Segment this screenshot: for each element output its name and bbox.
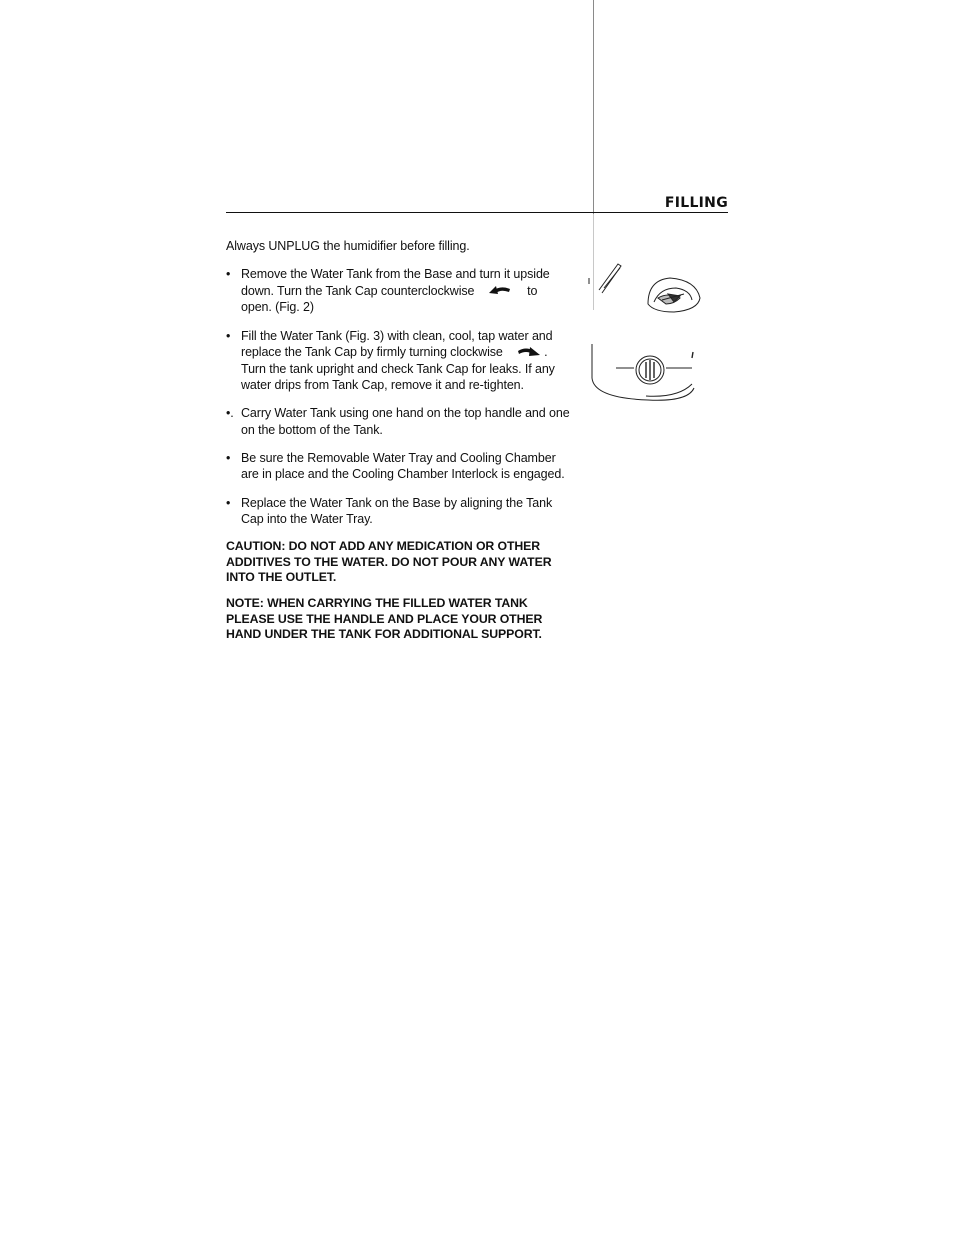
bullet-text: Be sure the Removable Water Tray and Cooling Chamber are in place and the Cooling Chamber Interlock is engaged. bbox=[241, 451, 565, 482]
list-item bbox=[226, 495, 571, 528]
counterclockwise-arrow-icon bbox=[488, 283, 512, 299]
instructions bbox=[226, 238, 571, 653]
bullet-text-before: Fill the Water Tank (Fig. 3) with clean, cool, tap water and replace the Tank Cap by firmly turning clockwise bbox=[241, 328, 553, 360]
bullet-mark: • bbox=[226, 328, 231, 343]
bullet-mark: • bbox=[226, 451, 231, 466]
list-item bbox=[226, 405, 571, 438]
list-item bbox=[226, 450, 571, 483]
bullet-mark: • bbox=[226, 267, 231, 282]
bullet-text: Replace the Water Tank on the Base by aligning the Tank Cap into the Water Tray. bbox=[241, 495, 553, 526]
bullet-text: Carry Water Tank using one hand on the top handle and one on the bottom of the Tank. bbox=[241, 406, 570, 437]
humidifier-tank-illustration-icon bbox=[588, 258, 708, 406]
intro-text: Always UNPLUG the humidifier before filling. bbox=[226, 239, 470, 253]
section-title: FILLING bbox=[664, 195, 728, 211]
caution-text: CAUTION: DO NOT ADD ANY MEDICATION OR OTHER ADDITIVES TO THE WATER. DO NOT POUR ANY WATER INTO THE OUTLET. bbox=[226, 539, 552, 585]
bullet-mark: •. bbox=[226, 406, 234, 421]
bullet-text-before: Remove the Water Tank from the Base and turn it upside down. Turn the Tank Cap counterclockwise bbox=[241, 267, 550, 298]
bullet-text-after: to open. (Fig. 2) bbox=[241, 283, 538, 315]
clockwise-arrow-icon bbox=[516, 345, 542, 361]
bullet-text-after: . Turn the tank upright and check Tank Cap for leaks. If any water drips from Tank Cap, remove it and re-tighten. bbox=[241, 345, 555, 393]
note-text: NOTE: WHEN CARRYING THE FILLED WATER TANK PLEASE USE THE HANDLE AND PLACE YOUR OTHER HAND UNDER THE TANK FOR ADDITIONAL SUPPORT. bbox=[226, 596, 543, 642]
bullet-mark: • bbox=[226, 495, 231, 510]
column-divider bbox=[593, 0, 594, 214]
list-item bbox=[226, 266, 571, 315]
header-rule bbox=[226, 212, 728, 213]
list-item bbox=[226, 328, 571, 394]
